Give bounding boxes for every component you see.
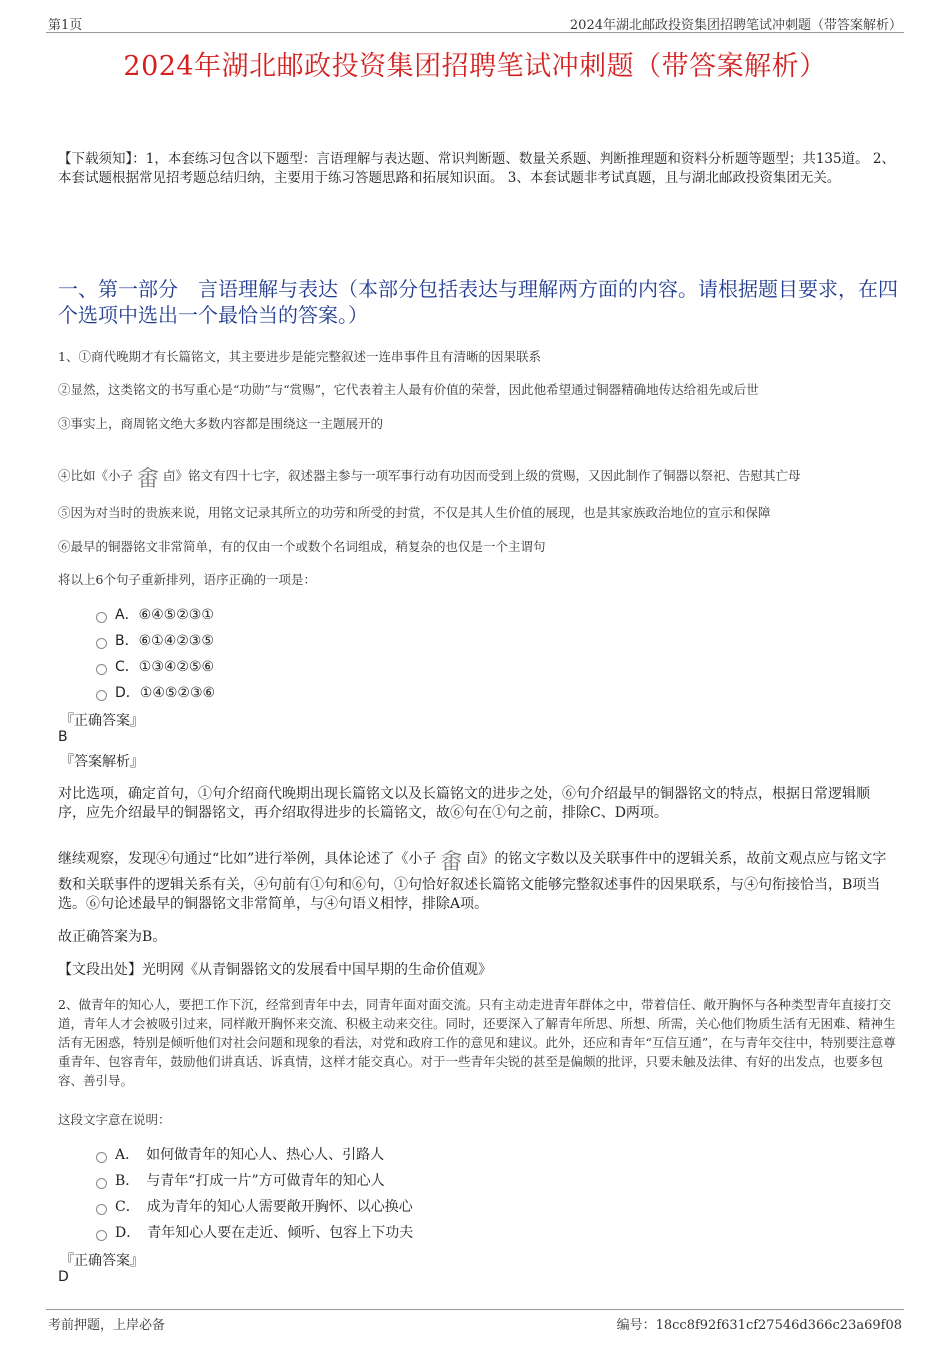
q1-analysis-label: 『答案解析』 bbox=[60, 754, 144, 770]
footer-tagline: 考前押题，上岸必备 bbox=[48, 1318, 166, 1333]
footer-divider bbox=[46, 1309, 904, 1310]
radio-icon[interactable] bbox=[96, 1178, 107, 1189]
q1-s4-prefix: ④比如《小子 bbox=[58, 468, 134, 483]
q1-analysis-2-prefix: 继续观察，发现④句通过“比如”进行举例，具体论述了《小子 bbox=[58, 851, 437, 867]
radio-icon[interactable] bbox=[96, 1204, 107, 1215]
q2-option-c-label: C． 成为青年的知心人需要敞开胸怀、以心换心 bbox=[115, 1199, 413, 1215]
page-header-label: 第1页 bbox=[48, 18, 83, 33]
q1-answer: B bbox=[58, 729, 68, 745]
q2-option-b-label: B． 与青年“打成一片”方可做青年的知心人 bbox=[115, 1173, 385, 1189]
q1-s4-suffix: 卣》铭文有四十七字，叙述器主参与一项军事行动有功因而受到上级的赏赐，又因此制作了铜器以祭祀、告慰其亡母 bbox=[163, 468, 801, 483]
q1-answer-label: 『正确答案』 bbox=[60, 713, 144, 729]
q1-option-c-label: C．①③④②⑤⑥ bbox=[115, 659, 215, 675]
q2-answer: D bbox=[58, 1269, 69, 1285]
q2-option-a-label: A． 如何做青年的知心人、热心人、引路人 bbox=[115, 1147, 385, 1163]
q1-prompt: 将以上6个句子重新排列，语序正确的一项是： bbox=[58, 572, 316, 587]
archaic-character-image: 畬 bbox=[440, 850, 463, 875]
q1-sentence-5: ⑤因为对当时的贵族来说，用铭文记录其所立的功劳和所受的封赏，不仅是其人生价值的展现，也是其家族政治地位的宣示和保障 bbox=[58, 505, 771, 520]
q2-prompt: 这段文字意在说明： bbox=[58, 1112, 171, 1127]
q2-answer-label: 『正确答案』 bbox=[60, 1253, 144, 1269]
q2-option-b[interactable] bbox=[96, 1170, 385, 1190]
radio-icon[interactable] bbox=[96, 612, 107, 623]
q1-sentence-2: ②显然，这类铭文的书写重心是“功勋”与“赏赐”，它代表着主人最有价值的荣誉，因此他希望通过铜器精确地传达给祖先或后世 bbox=[58, 382, 759, 397]
radio-icon[interactable] bbox=[96, 638, 107, 649]
q1-sentence-4 bbox=[58, 466, 904, 493]
q2-option-d-label: D． 青年知心人要在走近、倾听、包容上下功夫 bbox=[115, 1225, 414, 1241]
radio-icon[interactable] bbox=[96, 690, 107, 701]
footer-document-id: 编号：18cc8f92f631cf27546d366c23a69f08 bbox=[616, 1318, 902, 1333]
document-title: 2024年湖北邮政投资集团招聘笔试冲刺题（带答案解析） bbox=[123, 51, 827, 82]
radio-icon[interactable] bbox=[96, 664, 107, 675]
page-header-doc-title: 2024年湖北邮政投资集团招聘笔试冲刺题（带答案解析） bbox=[569, 18, 902, 33]
q1-option-b[interactable] bbox=[96, 630, 214, 650]
q1-source: 【文段出处】光明网《从青铜器铭文的发展看中国早期的生命价值观》 bbox=[58, 962, 492, 978]
q1-sentence-6: ⑥最早的铜器铭文非常简单，有的仅由一个或数个名词组成，稍复杂的也仅是一个主谓句 bbox=[58, 539, 546, 554]
q1-option-d-label: D．①④⑤②③⑥ bbox=[115, 685, 216, 701]
q2-text: 2、做青年的知心人，要把工作下沉，经常到青年中去，同青年面对面交流。只有主动走进青年群体之中，带着信任、敞开胸怀与各种类型青年直接打交道，青年人才会被吸引过来，同样敞开胸怀来交流、积极主动来交往。同时，还要深入了解青年所思、所想、所需，关心他们物质生活有无困难、精神生活有无困惑，特别是倾听他们对社会问题和现象的看法，对党和政府工作的意见和建议。此外，还应和青年“互信互通”，在与青年交往中，特别要注意尊重青年、包容青年，鼓励他们讲真话、诉真情，这样才能交真心。对于一些青年尖锐的甚至是偏颇的批评，只要未触及法律、有好的出发点，也要多包容、善引导。 bbox=[58, 997, 896, 1088]
q1-analysis-1: 对比选项，确定首句，①句介绍商代晚期出现长篇铭文以及长篇铭文的进步之处，⑥句介绍最早的铜器铭文的特点，根据日常逻辑顺序，应先介绍最早的铜器铭文，再介绍取得进步的长篇铭文，故⑥句在①句之前，排除C、D两项。 bbox=[58, 786, 870, 821]
radio-icon[interactable] bbox=[96, 1152, 107, 1163]
q1-option-a[interactable] bbox=[96, 604, 214, 624]
q2-option-a[interactable] bbox=[96, 1144, 384, 1164]
q1-option-c[interactable] bbox=[96, 656, 214, 676]
download-notice: 【下载须知】：1，本套练习包含以下题型：言语理解与表达题、常识判断题、数量关系题、判断推理题和资料分析题等题型；共135道。 2、本套试题根据常见招考题总结归纳，主要用于练习答题思路和拓展知识面。 3、本套试题非考试真题，且与湖北邮政投资集团无关。 bbox=[58, 151, 895, 186]
header-divider bbox=[46, 32, 904, 33]
q1-conclusion: 故正确答案为B。 bbox=[58, 929, 167, 945]
q1-option-b-label: B．⑥①④②③⑤ bbox=[115, 633, 214, 649]
q1-analysis-2-suffix: 卣》的铭文字数以及关联事件中的逻辑关系，故前文观点应与铭文字数和关联事件的逻辑关系有关，④句前有①句和⑥句，①句恰好叙述长篇铭文能够完整叙述事件的因果联系，与④句衔接恰当，B项当选。⑥句论述最早的铜器铭文非常简单，与④句语义相悖，排除A项。 bbox=[58, 851, 887, 912]
q1-option-a-label: A．⑥④⑤②③① bbox=[115, 607, 214, 623]
q1-sentence-1: 1、①商代晚期才有长篇铭文，其主要进步是能完整叙述一连串事件且有清晰的因果联系 bbox=[58, 349, 541, 364]
archaic-character-image: 畬 bbox=[137, 467, 160, 492]
q2-option-c[interactable] bbox=[96, 1196, 413, 1216]
q1-analysis-2 bbox=[58, 850, 888, 914]
radio-icon[interactable] bbox=[96, 1230, 107, 1241]
q1-sentence-3: ③事实上，商周铭文绝大多数内容都是围绕这一主题展开的 bbox=[58, 416, 384, 431]
q2-option-d[interactable] bbox=[96, 1222, 413, 1242]
q1-option-d[interactable] bbox=[96, 682, 215, 702]
section-title: 一、第一部分 言语理解与表达（本部分包括表达与理解两方面的内容。请根据题目要求，在四个选项中选出一个最恰当的答案。） bbox=[58, 277, 898, 327]
